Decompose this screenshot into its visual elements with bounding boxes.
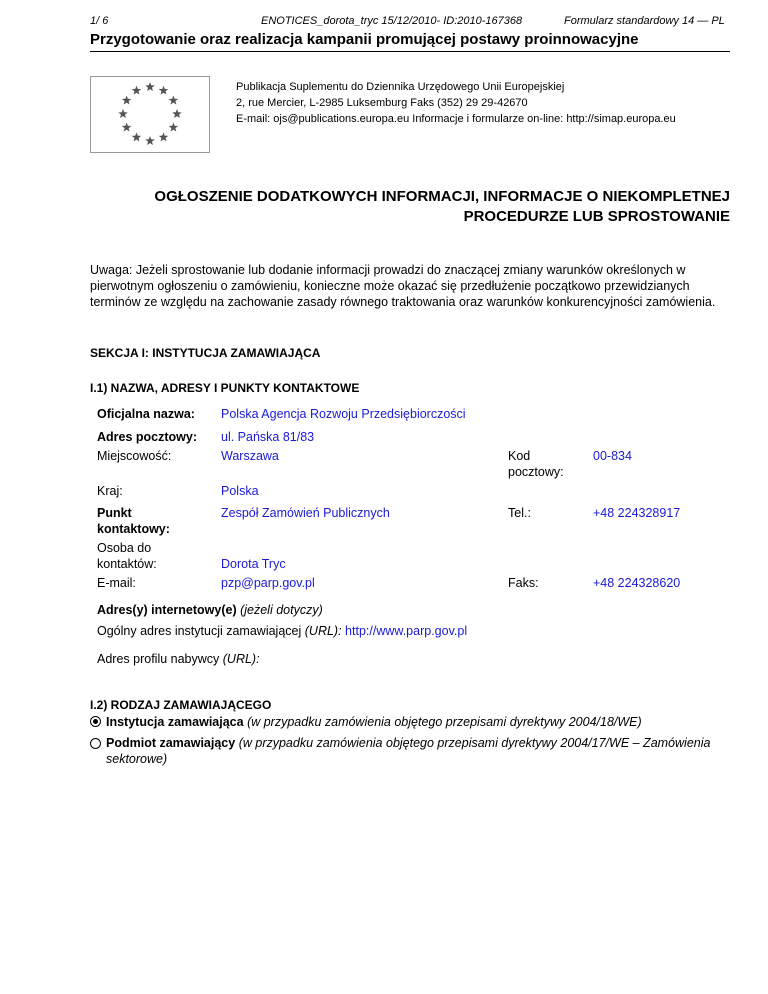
city-label: Miejscowość: [97, 449, 172, 463]
general-url-row [97, 623, 467, 639]
eu-star-icon [132, 132, 142, 141]
option-2-label: Podmiot zamawiający [106, 736, 236, 750]
postcode-label-line-2: pocztowy: [508, 465, 564, 479]
publication-line-2: 2, rue Mercier, L-2985 Luksemburg Faks (352) 29 29-42670 [236, 97, 528, 109]
option-2-note-line-2: sektorowe) [106, 752, 168, 766]
eu-star-icon [118, 109, 128, 118]
eu-star-icon [132, 86, 142, 95]
option-1-label: Instytucja zamawiająca [106, 715, 244, 729]
contact-point-value: Zespół Zamówień Publicznych [221, 506, 390, 520]
eu-star-icon [169, 123, 179, 132]
general-url-tag: (URL): [304, 624, 342, 638]
option-2-note: (w przypadku zamówienia objętego przepisami dyrektywy 2004/17/WE – Zamówienia [238, 736, 711, 750]
contact-point-label-line-1: Punkt [97, 506, 132, 520]
publication-line-1: Publikacja Suplementu do Dziennika Urzędowego Unii Europejskiej [236, 81, 565, 93]
eu-stars-icon [91, 77, 209, 152]
postcode-value: 00-834 [593, 449, 632, 463]
internet-address-note: (jeżeli dotyczy) [240, 603, 323, 617]
fax-label: Faks: [508, 576, 539, 590]
contact-person-value: Dorota Tryc [221, 557, 286, 571]
eu-star-icon [159, 86, 169, 95]
contracting-authority-radio[interactable] [90, 716, 101, 727]
fax-value: +48 224328620 [593, 576, 681, 590]
eu-flag-logo [90, 76, 210, 153]
postal-address-value: ul. Pańska 81/83 [221, 430, 315, 444]
publication-line-3: E-mail: ojs@publications.europa.eu Informacje i formularze on-line: http://simap.europa.eu [236, 113, 676, 125]
contracting-entity-radio[interactable] [90, 738, 101, 749]
general-url-link[interactable]: http://www.parp.gov.pl [345, 624, 468, 638]
option-contracting-authority [106, 714, 642, 730]
eu-star-icon [145, 136, 155, 145]
postcode-label-line-1: Kod [508, 449, 531, 463]
eu-star-icon [122, 123, 132, 132]
contact-point-label [97, 505, 170, 537]
city-value: Warszawa [221, 449, 279, 463]
contact-person-label-line-1: Osoba do [97, 541, 152, 555]
notice-title [130, 187, 730, 227]
buyer-profile-label: Adres profilu nabywcy [97, 652, 220, 666]
postal-address-label: Adres pocztowy: [97, 430, 198, 444]
eu-star-icon [172, 109, 182, 118]
email-label: E-mail: [97, 576, 136, 590]
notice-title-line-1: OGŁOSZENIE DODATKOWYCH INFORMACJI, INFORMACJE O NIEKOMPLETNEJ [154, 188, 730, 205]
page-number: 1/ 6 [90, 15, 109, 27]
country-value: Polska [221, 484, 259, 498]
option-contracting-entity [106, 735, 736, 767]
official-name-label: Oficjalna nazwa: [97, 407, 195, 421]
section-1-1-title: I.1) NAZWA, ADRESY I PUNKTY KONTAKTOWE [90, 381, 360, 395]
page-title: Przygotowanie oraz realizacja kampanii promującej postawy proinnowacyjne [90, 31, 730, 52]
email-value[interactable]: pzp@parp.gov.pl [221, 576, 315, 590]
internet-address-row [97, 602, 323, 618]
form-name: Formularz standardowy 14 — PL [564, 15, 725, 27]
country-label: Kraj: [97, 484, 123, 498]
eu-star-icon [122, 96, 132, 105]
general-url-label: Ogólny adres instytucji zamawiającej [97, 624, 302, 638]
section-1-2-title: I.2) RODZAJ ZAMAWIAJĄCEGO [90, 698, 272, 712]
tel-label: Tel.: [508, 506, 531, 520]
option-1-note: (w przypadku zamówienia objętego przepisami dyrektywy 2004/18/WE) [247, 715, 642, 729]
note-paragraph: Uwaga: Jeżeli sprostowanie lub dodanie informacji prowadzi do znaczącej zmiany warunków określonych w pierwotnym ogłoszeniu o zamówieniu, konieczne może okazać się przedłużenie początkowo przewidzianych terminów ze względu na zachowanie zasady równego traktowania oraz warunków konkurencyjności zamówienia. [90, 263, 716, 309]
eu-star-icon [145, 82, 155, 91]
contact-person-label [97, 540, 157, 572]
postcode-label [508, 448, 564, 480]
document-id: ENOTICES_dorota_tryc 15/12/2010- ID:2010-167368 [261, 15, 523, 27]
official-name-value: Polska Agencja Rozwoju Przedsiębiorczości [221, 407, 466, 421]
contact-person-label-line-2: kontaktów: [97, 557, 157, 571]
eu-star-icon [169, 96, 179, 105]
internet-address-label: Adres(y) internetowy(e) [97, 603, 237, 617]
eu-star-icon [159, 132, 169, 141]
buyer-profile-url-tag: (URL): [222, 652, 260, 666]
notice-title-line-2: PROCEDURZE LUB SPROSTOWANIE [463, 208, 730, 225]
tel-value: +48 224328917 [593, 506, 681, 520]
section-1-title: SEKCJA I: INSTYTUCJA ZAMAWIAJĄCA [90, 346, 321, 360]
buyer-profile-row [97, 651, 260, 667]
contact-point-label-line-2: kontaktowy: [97, 522, 170, 536]
